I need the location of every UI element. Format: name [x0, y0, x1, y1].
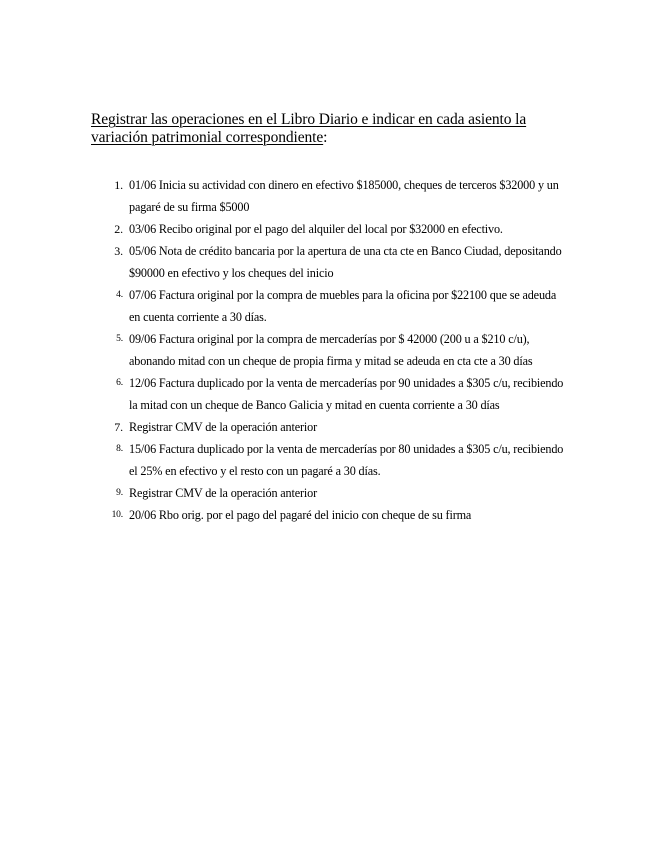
- operation-number: 8.: [116, 444, 123, 454]
- operation-item: [96, 328, 566, 372]
- operation-item: [96, 416, 566, 438]
- operation-number: 5.: [116, 334, 123, 344]
- operation-item: [96, 240, 566, 284]
- instructions-heading-text: Registrar las operaciones en el Libro Diario e indicar en cada asiento la variación patrimonial correspondiente: [91, 111, 527, 146]
- instructions-heading-colon: :: [323, 129, 328, 146]
- operation-item: [96, 218, 566, 240]
- operation-text: Registrar CMV de la operación anterior: [129, 420, 317, 434]
- operation-number: 6.: [116, 378, 123, 388]
- operation-text: 03/06 Recibo original por el pago del alquiler del local por $32000 en efectivo.: [129, 222, 503, 236]
- operation-number: 3.: [114, 244, 123, 258]
- instructions-heading: [91, 111, 541, 147]
- operation-text: 20/06 Rbo orig. por el pago del pagaré del inicio con cheque de su firma: [129, 508, 472, 522]
- operation-text: 05/06 Nota de crédito bancaria por la apertura de una cta cte en Banco Ciudad, depositando $90000 en efectivo y los cheques del inicio: [129, 244, 562, 280]
- operation-text: 12/06 Factura duplicado por la venta de mercaderías por 90 unidades a $305 c/u, recibiendo la mitad con un cheque de Banco Galicia y mitad en cuenta corriente a 30 días: [129, 376, 564, 412]
- operation-item: [96, 438, 566, 482]
- operation-number: 10.: [111, 510, 123, 520]
- operation-item: [96, 372, 566, 416]
- operation-item: [96, 284, 566, 328]
- operation-text: 07/06 Factura original por la compra de muebles para la oficina por $22100 que se adeuda en cuenta corriente a 30 días.: [129, 288, 557, 324]
- operation-text: 01/06 Inicia su actividad con dinero en efectivo $185000, cheques de terceros $32000 y un pagaré de su firma $5000: [129, 178, 559, 214]
- operation-number: 7.: [114, 420, 123, 434]
- operation-number: 9.: [116, 488, 123, 498]
- operation-item: [96, 174, 566, 218]
- operation-text: 15/06 Factura duplicado por la venta de mercaderías por 80 unidades a $305 c/u, recibiendo el 25% en efectivo y el resto con un pagaré a 30 días.: [129, 442, 564, 478]
- operation-item: [96, 482, 566, 504]
- operation-number: 2.: [114, 222, 123, 236]
- operations-list: [96, 174, 566, 526]
- operation-item: [96, 504, 566, 526]
- operation-number: 4.: [116, 290, 123, 300]
- operation-text: Registrar CMV de la operación anterior: [129, 486, 317, 500]
- operation-number: 1.: [114, 178, 123, 192]
- operation-text: 09/06 Factura original por la compra de mercaderías por $ 42000 (200 u a $210 c/u), abonando mitad con un cheque de propia firma y mitad se adeuda en cta cte a 30 días: [129, 332, 533, 368]
